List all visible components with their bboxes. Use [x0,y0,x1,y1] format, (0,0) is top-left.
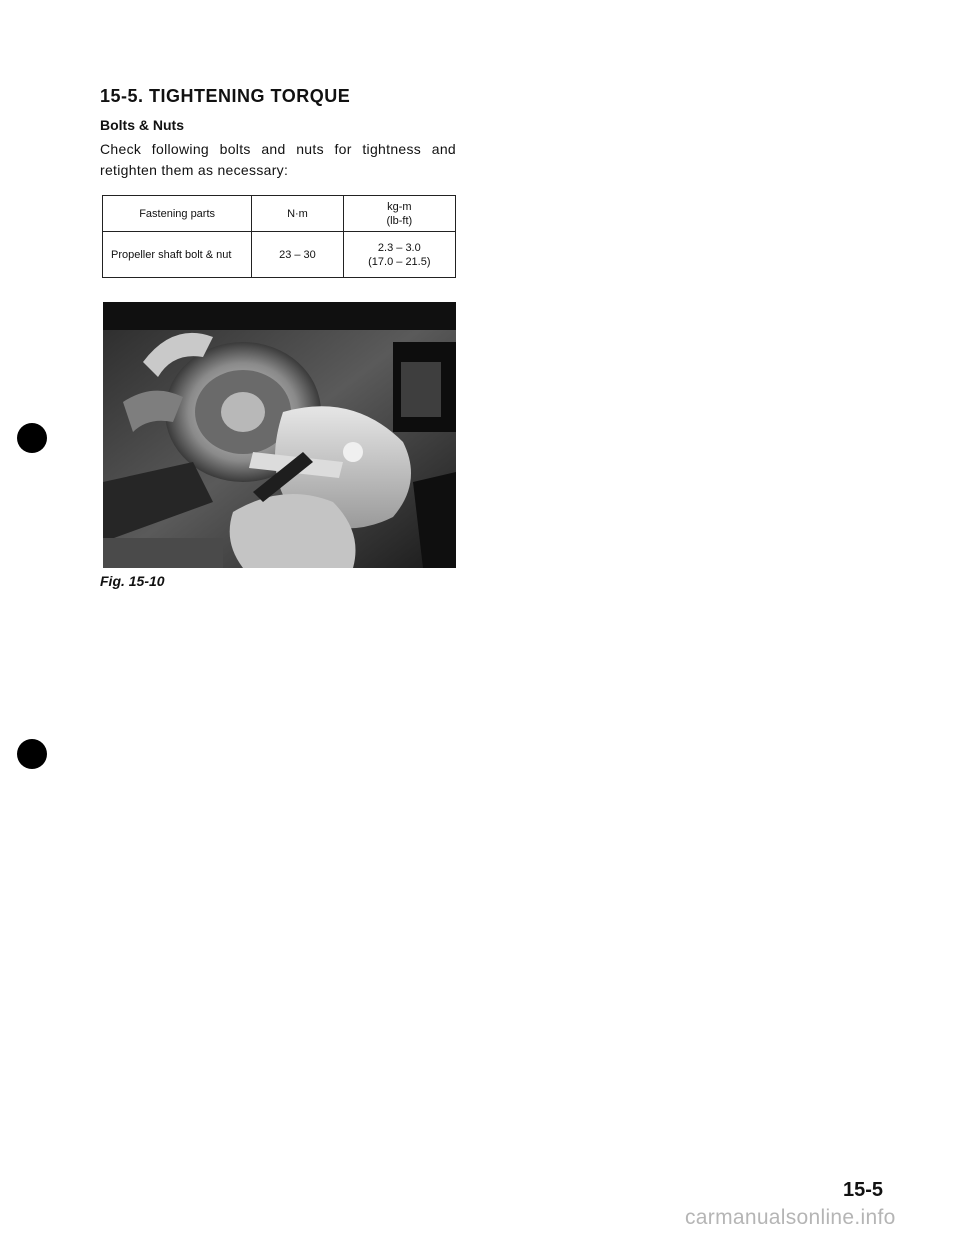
intro-paragraph: Check following bolts and nuts for tightness and retighten them as necessary: [100,141,456,178]
torque-table [102,195,456,278]
punch-hole-top [17,423,47,453]
site-watermark: carmanualsonline.info [685,1206,896,1229]
header-fastening-parts: Fastening parts [103,196,252,232]
table-row [103,232,456,278]
section-subheading: Bolts & Nuts [100,117,184,133]
page-number: 15-5 [843,1179,884,1201]
figure-caption: Fig. 15-10 [100,573,165,589]
header-nm: N·m [252,196,343,232]
cell-fastening-part: Propeller shaft bolt & nut [103,232,252,278]
cell-torque-nm: 23 – 30 [252,232,343,278]
section-heading: 15-5. TIGHTENING TORQUE [100,86,351,106]
cell-torque-kgm [343,232,455,278]
punch-hole-bottom [17,739,47,769]
header-kgm-unit: kg-m [387,200,412,213]
figure-photo [103,302,456,568]
cell-kgm-value: 2.3 – 3.0 [377,241,421,254]
header-lbft-unit: (lb-ft) [386,214,413,227]
cell-lbft-value: (17.0 – 21.5) [368,255,431,268]
wrench-on-shaft-photo [103,302,456,568]
table-header-row [103,196,456,232]
header-kgm [343,196,455,232]
